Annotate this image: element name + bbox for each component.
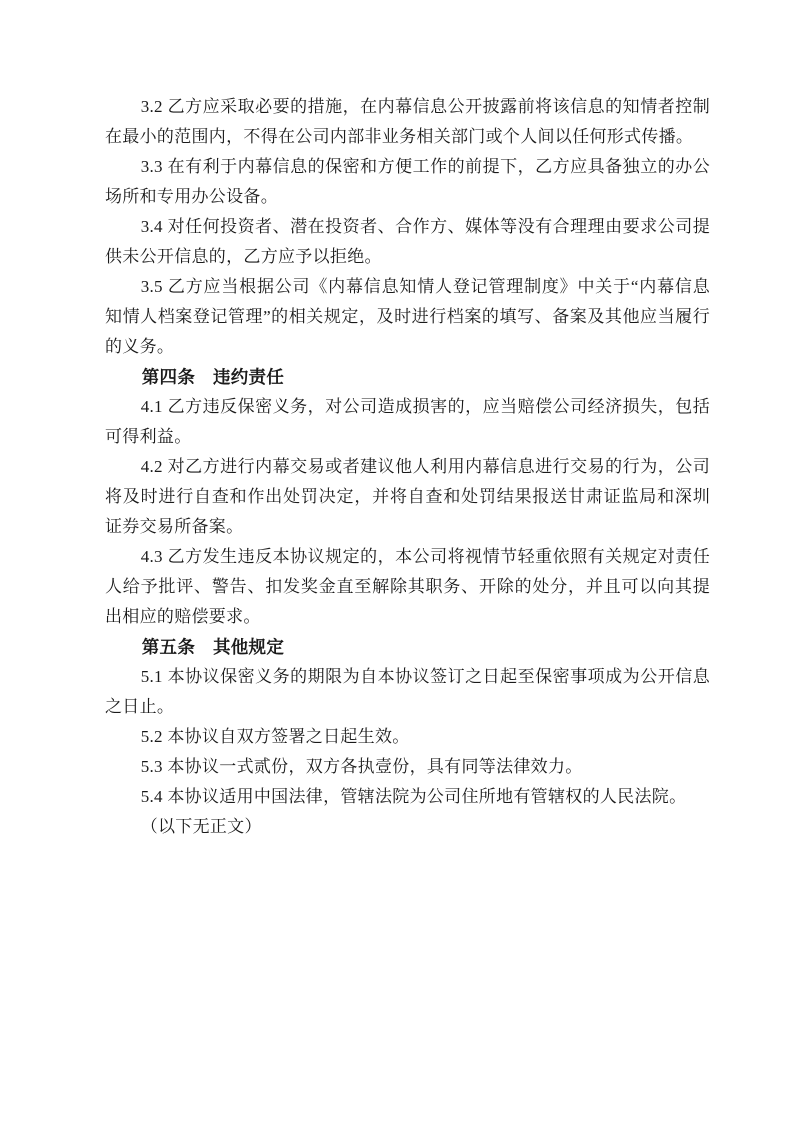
clause-5-3: 5.3 本协议一式贰份，双方各执壹份，具有同等法律效力。 <box>140 757 583 776</box>
clause-3-4: 3.4 对任何投资者、潜在投资者、合作方、媒体等没有合理理由要求公司提供未公开信息的，乙方应予以拒绝。 <box>105 217 710 266</box>
clause-5-4: 5.4 本协议适用中国法律，管辖法院为公司住所地有管辖权的人民法院。 <box>140 787 687 806</box>
clause-4-1: 4.1 乙方违反保密义务，对公司造成损害的，应当赔偿公司经济损失，包括可得利益。 <box>105 397 710 446</box>
clause-5-1: 5.1 本协议保密义务的期限为自本协议签订之日起至保密事项成为公开信息之日止。 <box>105 667 710 716</box>
end-of-text-note: （以下无正文） <box>140 817 262 836</box>
clause-4-3: 4.3 乙方发生违反本协议规定的，本公司将视情节轻重依照有关规定对责任人给予批评、警告、扣发奖金直至解除其职务、开除的处分，并且可以向其提 出相应的赔偿要求。 <box>105 547 710 626</box>
clause-4-2: 4.2 对乙方进行内幕交易或者建议他人利用内幕信息进行交易的行为，公司将及时进行自查和作出处罚决定，并将自查和处罚结果报送甘肃证监局和深圳证券交易所备案。 <box>105 457 710 536</box>
clause-3-5: 3.5 乙方应当根据公司《内幕信息知情人登记管理制度》中关于“内幕信息知情人档案登记管理”的相关规定，及时进行档案的填写、备案及其他应当履行的义务。 <box>105 277 710 356</box>
document-body <box>105 92 710 842</box>
article-5-heading: 第五条 其他规定 <box>141 637 285 657</box>
clause-3-2: 3.2 乙方应采取必要的措施，在内幕信息公开披露前将该信息的知情者控制在最小的范围内，不得在公司内部非业务相关部门或个人间以任何形式传播。 <box>105 97 710 146</box>
clause-3-3: 3.3 在有利于内幕信息的保密和方便工作的前提下，乙方应具备独立的办公场所和专用办公设备。 <box>105 157 710 206</box>
clause-5-2: 5.2 本协议自双方签署之日起生效。 <box>140 727 410 746</box>
article-4-heading: 第四条 违约责任 <box>141 367 285 387</box>
